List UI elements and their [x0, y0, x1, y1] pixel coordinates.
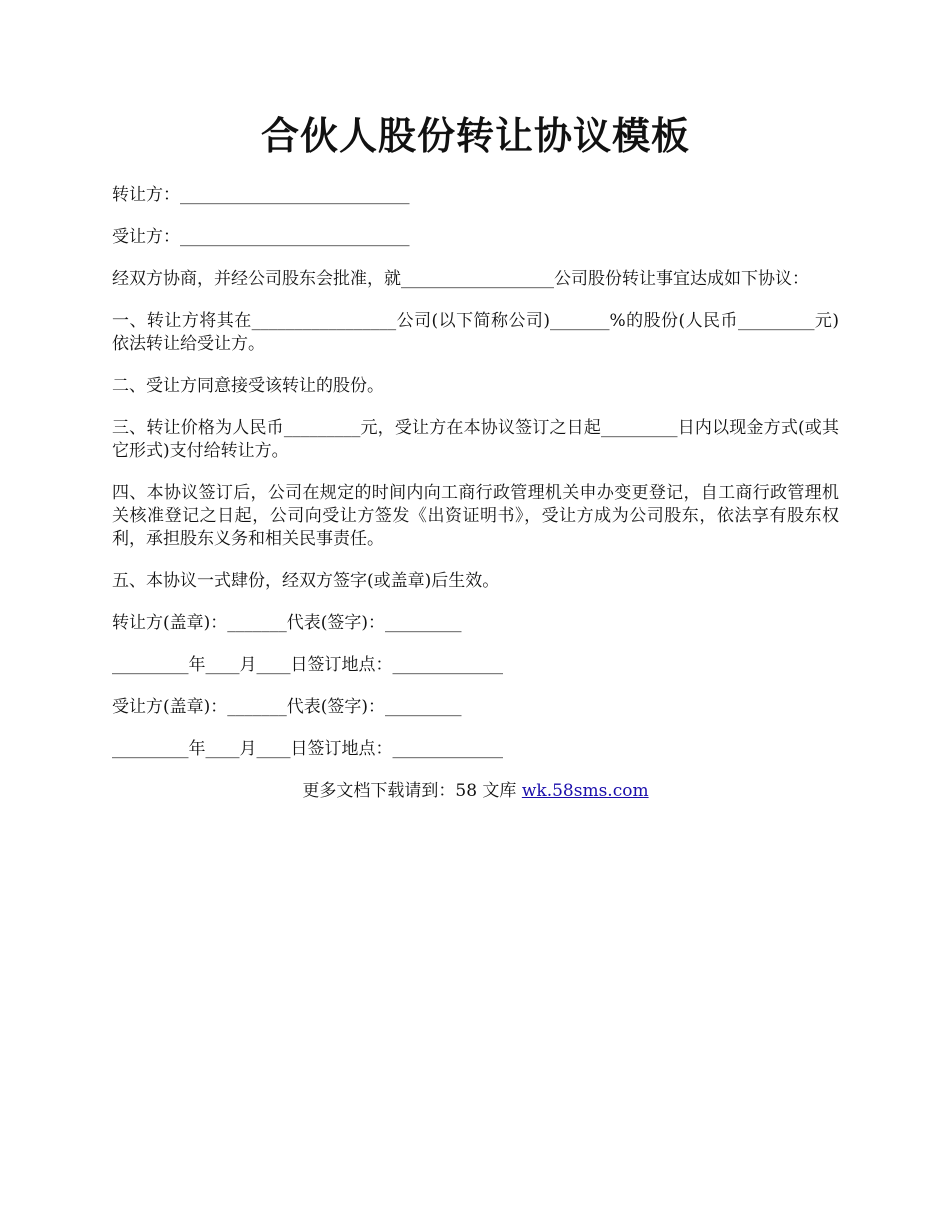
footer-prefix: 更多文档下载请到：58 文库: [302, 781, 522, 801]
document-title: 合伙人股份转让协议模板: [260, 113, 690, 158]
intro-paragraph: 经双方协商，并经公司股东会批准，就__________________公司股份转让事宜达成如下协议：: [112, 269, 809, 289]
footer-line: [112, 780, 839, 803]
transferee-line: 受让方：___________________________: [112, 227, 410, 247]
document-page: [112, 108, 839, 820]
transferor-line: 转让方：___________________________: [112, 185, 410, 205]
clause-1: 一、转让方将其在_________________公司(以下简称公司)_______%的股份(人民币_________元)依法转让给受让方。: [112, 311, 839, 354]
transferor-date-line: _________年____月____日签订地点：_____________: [112, 655, 503, 675]
footer-link[interactable]: wk.58sms.com: [521, 781, 649, 801]
transferee-date-line: _________年____月____日签订地点：_____________: [112, 739, 503, 759]
transferee-signature-line: 受让方(盖章)：_______代表(签字)：_________: [112, 697, 462, 717]
clause-2: 二、受让方同意接受该转让的股份。: [112, 376, 384, 396]
transferor-signature-line: 转让方(盖章)：_______代表(签字)：_________: [112, 613, 462, 633]
clause-4: 四、本协议签订后，公司在规定的时间内向工商行政管理机关申办变更登记，自工商行政管理机关核准登记之日起，公司向受让方签发《出资证明书》，受让方成为公司股东，依法享有股东权利，承担股东义务和相关民事责任。: [112, 483, 839, 549]
clause-5: 五、本协议一式肆份，经双方签字(或盖章)后生效。: [112, 571, 500, 591]
clause-3: 三、转让价格为人民币_________元，受让方在本协议签订之日起_________日内以现金方式(或其它形式)支付给转让方。: [112, 418, 839, 461]
